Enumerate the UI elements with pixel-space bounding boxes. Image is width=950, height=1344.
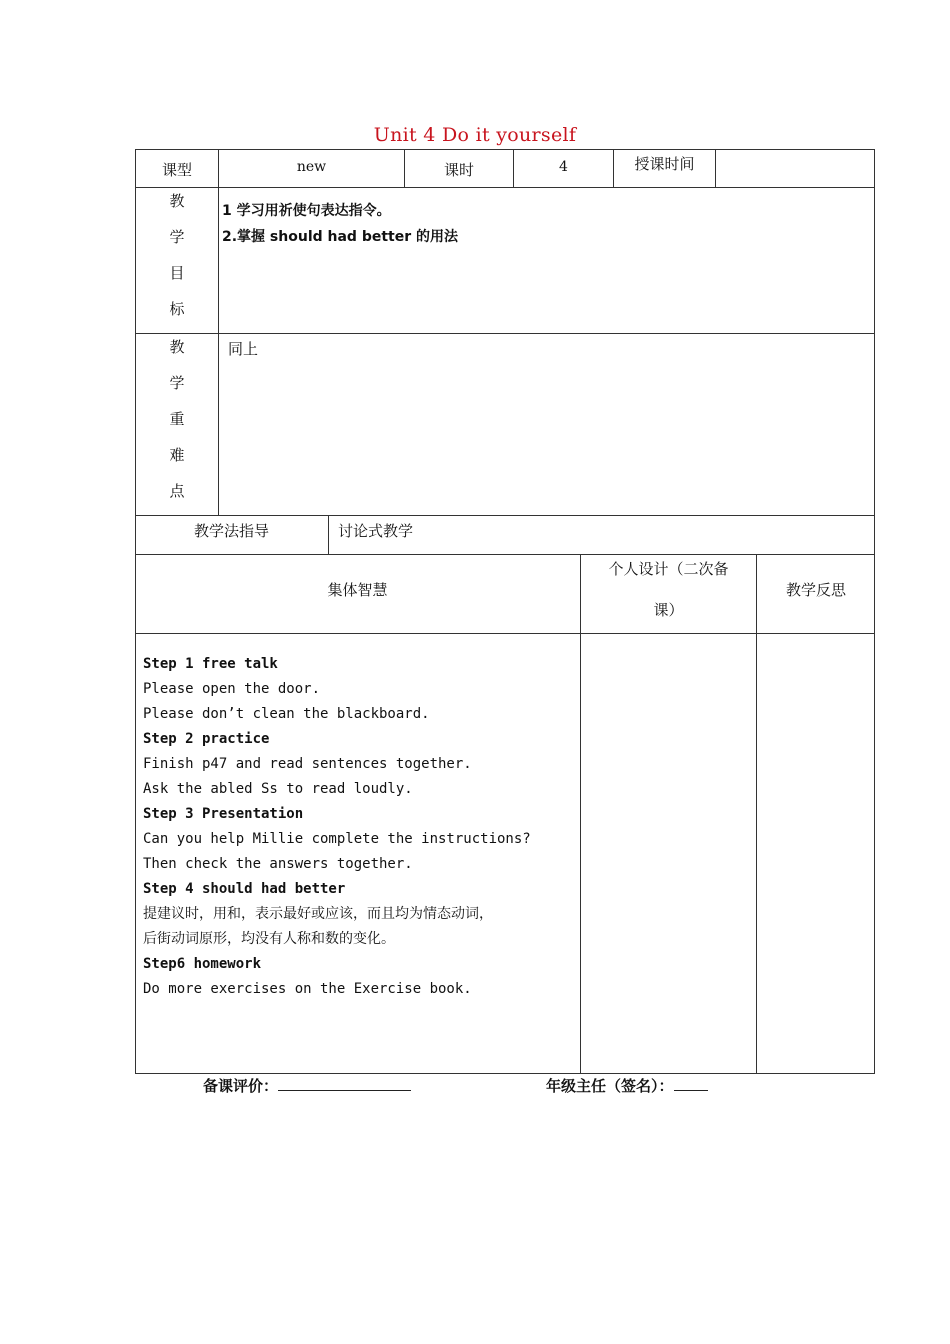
label-char: 标 — [169, 300, 185, 318]
objective-line-1: 1 学习用祈使句表达指令。 — [222, 203, 391, 219]
step-heading: Step 2 practice — [143, 731, 270, 747]
label-char: 难 — [169, 446, 185, 464]
step-heading: Step6 homework — [143, 956, 262, 972]
label-char: 重 — [169, 410, 185, 428]
lesson-line: Can you help Millie complete the instructions? — [143, 831, 531, 847]
lesson-line: Finish p47 and read sentences together. — [143, 756, 472, 772]
row-divider — [135, 554, 875, 555]
method-label: 教学法指导 — [193, 522, 269, 540]
director-signature-field — [546, 1075, 708, 1096]
lesson-line: 后街动词原形，均没有人称和数的变化。 — [143, 931, 395, 947]
evaluation-label: 备课评价： — [203, 1077, 279, 1095]
signature-blank[interactable] — [674, 1076, 708, 1091]
evaluation-blank[interactable] — [278, 1076, 411, 1091]
col-divider — [580, 554, 581, 1074]
time-label: 授课时间 — [634, 155, 695, 173]
method-value: 讨论式教学 — [338, 522, 414, 540]
objective-line-2: 2.掌握 should had better 的用法 — [222, 229, 458, 245]
collective-header: 集体智慧 — [327, 581, 388, 599]
label-char: 学 — [169, 374, 185, 392]
step-heading: Step 4 should had better — [143, 881, 346, 897]
row-divider — [135, 633, 875, 634]
personal-header-line-1: 个人设计（二次备 — [608, 560, 729, 578]
lesson-line: Ask the abled Ss to read loudly. — [143, 781, 413, 797]
period-value: 4 — [559, 159, 568, 175]
row-divider — [135, 333, 875, 334]
director-label: 年级主任（签名）： — [546, 1077, 674, 1095]
personal-header-line-2: 课） — [653, 601, 684, 619]
label-char: 学 — [169, 228, 185, 246]
lesson-line: 提建议时，用和，表示最好或应该，而且均为情态动词， — [143, 906, 493, 922]
label-char: 教 — [169, 192, 185, 210]
col-divider — [715, 149, 716, 187]
lesson-line: Then check the answers together. — [143, 856, 413, 872]
evaluation-field — [203, 1075, 411, 1096]
lesson-line: Please don’t clean the blackboard. — [143, 706, 430, 722]
lesson-line: Please open the door. — [143, 681, 321, 697]
period-label: 课时 — [443, 161, 474, 179]
key-points-text: 同上 — [228, 340, 259, 358]
label-char: 教 — [169, 338, 185, 356]
row-divider — [135, 187, 875, 188]
col-divider — [756, 554, 757, 1074]
lesson-line: Do more exercises on the Exercise book. — [143, 981, 472, 997]
row-divider — [135, 515, 875, 516]
label-char: 点 — [169, 482, 185, 500]
type-value: new — [296, 159, 327, 175]
reflection-header: 教学反思 — [785, 581, 846, 599]
page-title: Unit 4 Do it yourself — [373, 124, 577, 146]
step-heading: Step 1 free talk — [143, 656, 278, 672]
type-label: 课型 — [161, 161, 192, 179]
lesson-procedure — [143, 652, 573, 1002]
objectives-label — [135, 183, 219, 327]
col-divider — [328, 515, 329, 554]
step-heading: Step 3 Presentation — [143, 806, 304, 822]
key-points-label — [135, 329, 219, 509]
label-char: 目 — [169, 264, 185, 282]
